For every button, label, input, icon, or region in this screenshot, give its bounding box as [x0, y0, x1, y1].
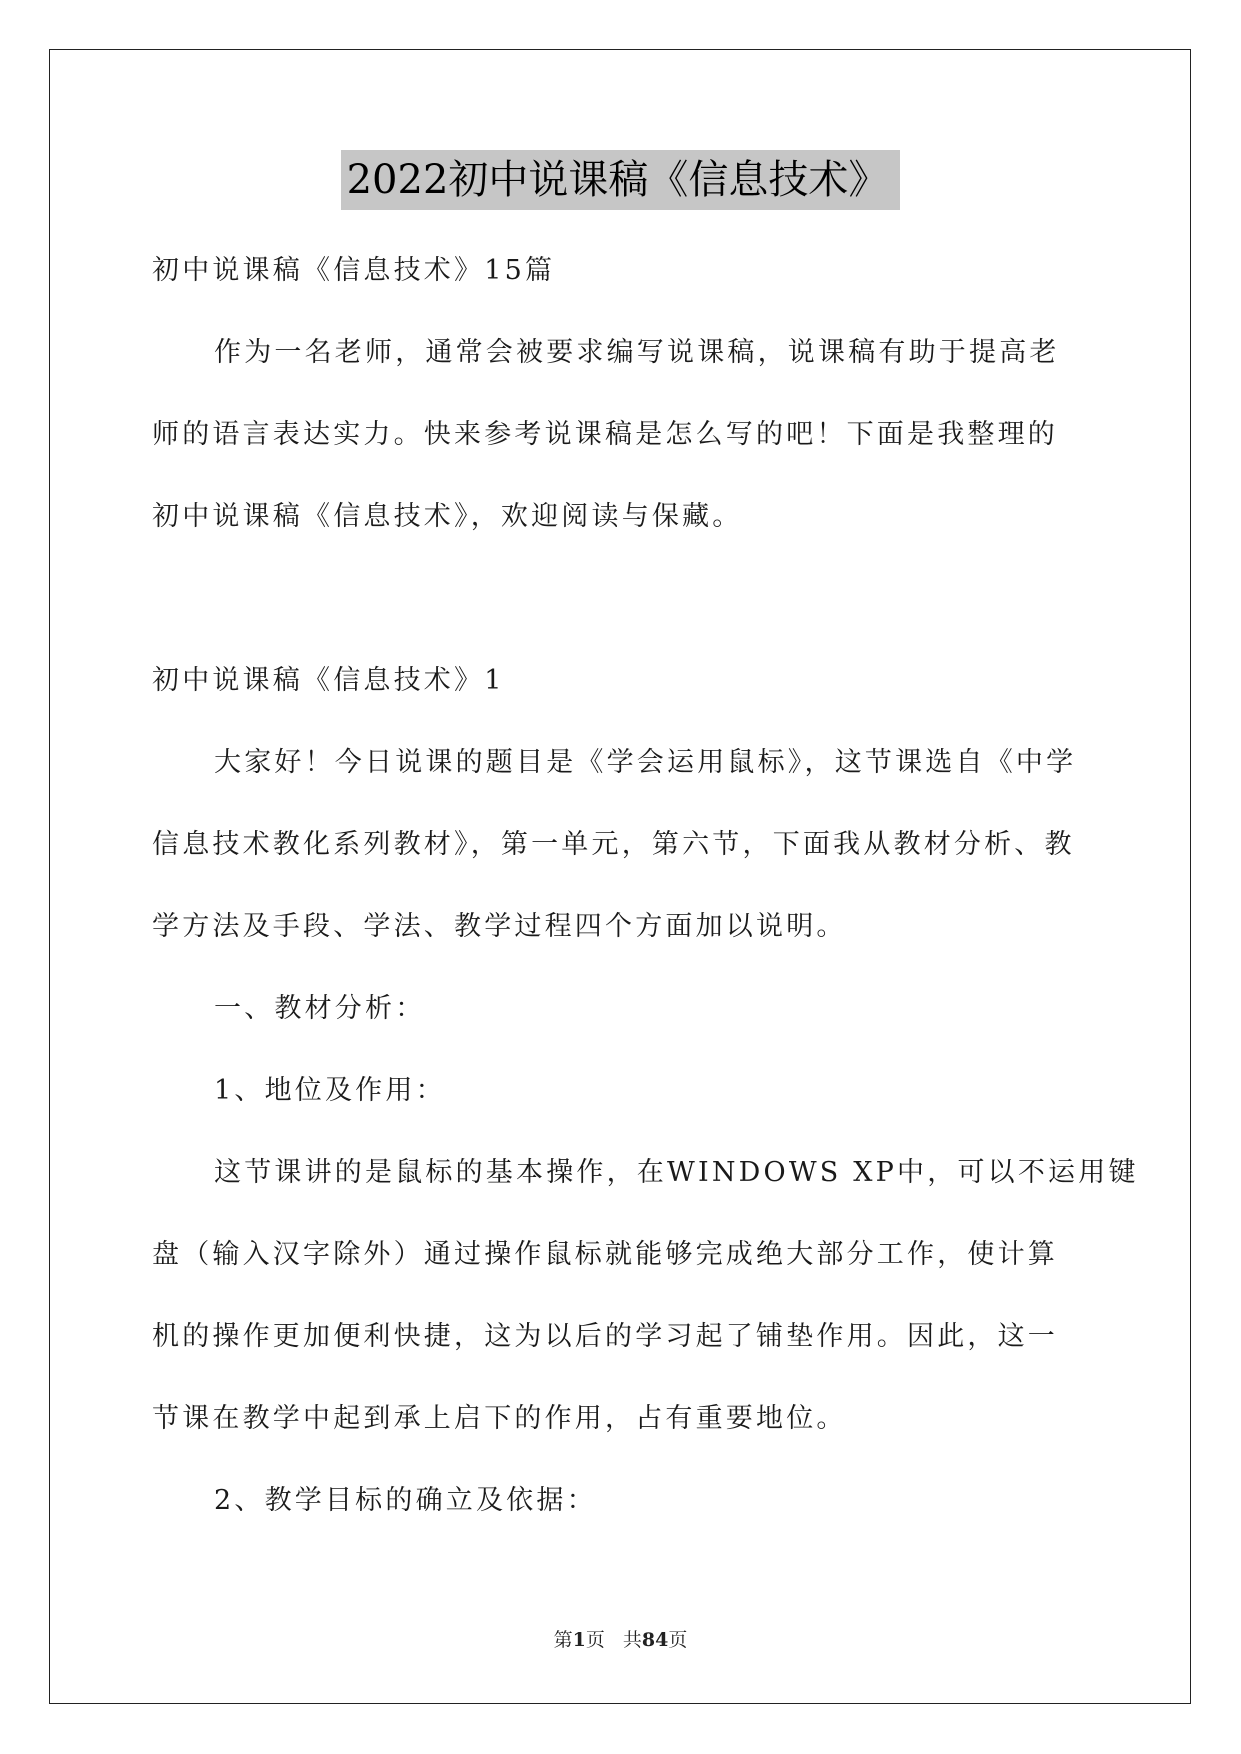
paragraph-line: 盘（输入汉字除外）通过操作鼠标就能够完成绝大部分工作，使计算 — [152, 1239, 1058, 1270]
total-prefix: 共 — [622, 1629, 642, 1651]
page-prefix: 第 — [553, 1629, 573, 1651]
paragraph-line: 信息技术教化系列教材》，第一单元，第六节，下面我从教材分析、教 — [152, 829, 1075, 860]
subsection-heading: 1、地位及作用： — [214, 1075, 446, 1106]
paragraph-line: 学方法及手段、学法、教学过程四个方面加以说明。 — [152, 911, 847, 942]
paragraph-line: 作为一名老师，通常会被要求编写说课稿，说课稿有助于提高老 — [214, 337, 1060, 368]
paragraph-line: 大家好！今日说课的题目是《学会运用鼠标》，这节课选自《中学 — [214, 747, 1077, 778]
current-page-number: 1 — [572, 1629, 586, 1651]
page-unit: 页 — [585, 1629, 605, 1651]
paragraph-line: 机的操作更加便利快捷，这为以后的学习起了铺垫作用。因此，这一 — [152, 1321, 1058, 1352]
document-body — [152, 230, 1139, 1542]
paragraph-line: 节课在教学中起到承上启下的作用，占有重要地位。 — [152, 1403, 847, 1434]
subtitle-line: 初中说课稿《信息技术》15篇 — [152, 255, 556, 286]
blank-line — [152, 558, 1092, 640]
page-footer — [0, 1627, 1241, 1653]
paragraph-line: 这节课讲的是鼠标的基本操作，在WINDOWS XP中，可以不运用键 — [214, 1157, 1139, 1188]
total-unit: 页 — [668, 1629, 688, 1651]
total-page-count: 84 — [641, 1629, 669, 1651]
title-container — [0, 150, 1241, 210]
subsection-heading: 2、教学目标的确立及依据： — [214, 1485, 597, 1516]
paragraph-line: 初中说课稿《信息技术》，欢迎阅读与保藏。 — [152, 501, 743, 532]
section-heading: 初中说课稿《信息技术》1 — [152, 665, 505, 696]
paragraph-line: 师的语言表达实力。快来参考说课稿是怎么写的吧！下面是我整理的 — [152, 419, 1058, 450]
subsection-heading: 一、教材分析： — [214, 993, 426, 1024]
document-title: 2022初中说课稿《信息技术》 — [341, 150, 901, 210]
